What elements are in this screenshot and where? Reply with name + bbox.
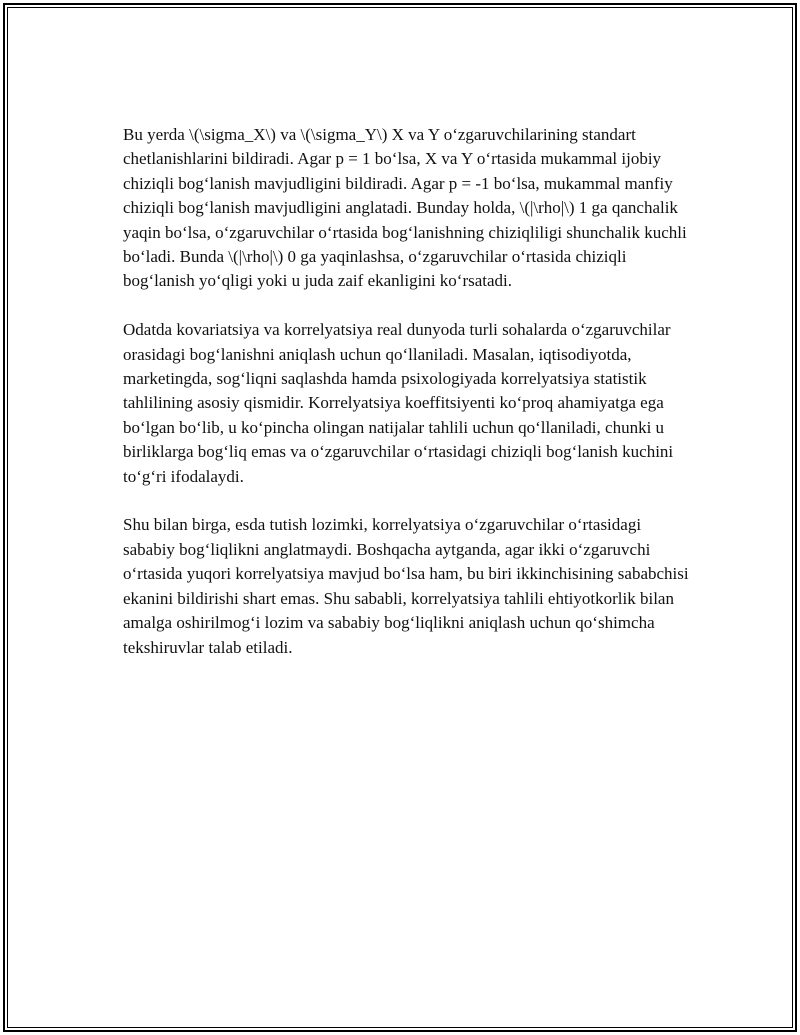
document-body [123,123,693,684]
paragraph-causality-warning: Shu bilan birga, esda tutish lozimki, korrelyatsiya oʻzgaruvchilar oʻrtasidagi sababiy bogʻliqlikni anglatmaydi. Boshqacha aytganda, agar ikki oʻzgaruvchi oʻrtasida yuqori korrelyatsiya mavjud boʻlsa ham, bu biri ikkinchisining sababchisi ekanini bildirishi shart emas. Shu sababli, korrelyatsiya tahlili ehtiyotkorlik bilan amalga oshirilmogʻi lozim va sababiy bogʻliqlikni aniqlash uchun qoʻshimcha tekshiruvlar talab etiladi. [123,515,689,657]
paragraph-applications: Odatda kovariatsiya va korrelyatsiya real dunyoda turli sohalarda oʻzgaruvchilar orasidagi bogʻlanishni aniqlash uchun qoʻllaniladi. Masalan, iqtisodiyotda, marketingda, sogʻliqni saqlashda hamda psixologiyada korrelyatsiya statistik tahlilining asosiy qismidir. Korrelyatsiya koeffitsiyenti koʻproq ahamiyatga ega boʻlgan boʻlib, u koʻpincha olingan natijalar tahlili uchun qoʻllaniladi, chunki u birliklarga bogʻliq emas va oʻzgaruvchilar oʻrtasidagi chiziqli bogʻlanish kuchini toʻgʻri ifodalaydi. [123,320,674,486]
page-frame [3,3,797,1032]
paragraph-standard-deviation: Bu yerda \(\sigma_X\) va \(\sigma_Y\) X va Y oʻzgaruvchilarining standart chetlanishlarini bildiradi. Agar p = 1 boʻlsa, X va Y oʻrtasida mukammal ijobiy chiziqli bogʻlanish mavjudligini bildiradi. Agar p = -1 boʻlsa, mukammal manfiy chiziqli bogʻlanish mavjudligini anglatadi. Bunday holda, \(|\rho|\) 1 ga qanchalik yaqin boʻlsa, oʻzgaruvchilar oʻrtasida bogʻlanishning chiziqliligi shunchalik kuchli boʻladi. Bunda \(|\rho|\) 0 ga yaqinlashsa, oʻzgaruvchilar oʻrtasida chiziqli bogʻlanish yoʻqligi yoki u juda zaif ekanligini koʻrsatadi. [123,125,687,291]
